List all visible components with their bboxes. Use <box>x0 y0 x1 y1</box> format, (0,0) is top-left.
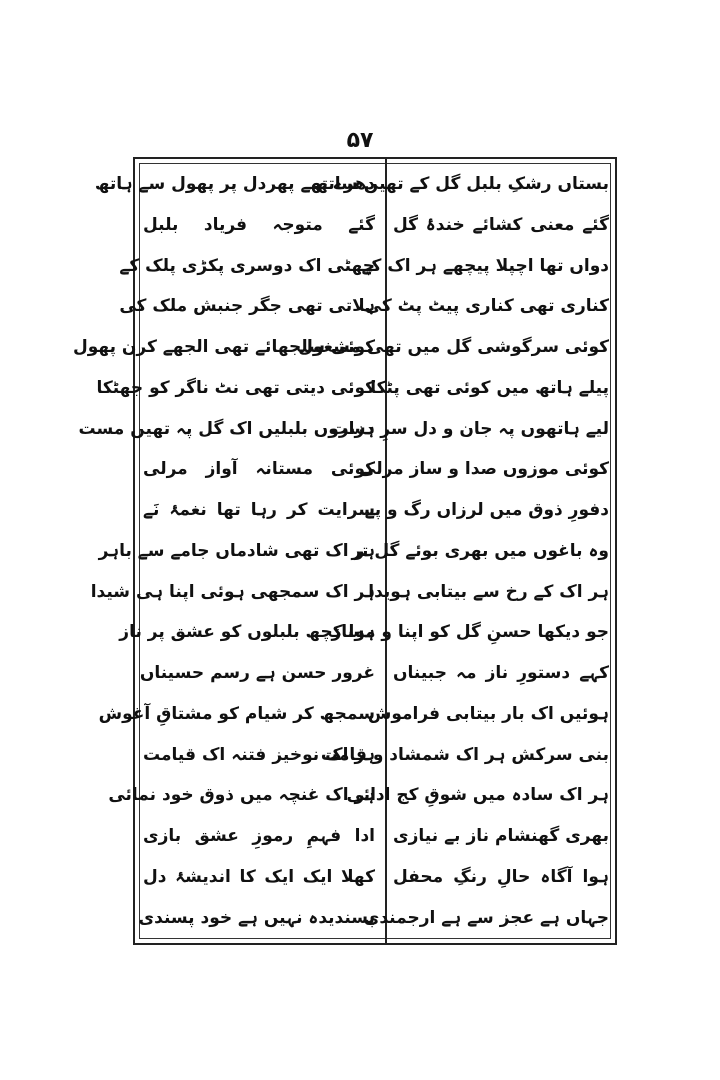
verse-line: کہے دستورِ ناز مہ جبیناں <box>393 663 609 684</box>
verse-line: کھلا ایک ایک کا اندیشۂ دل <box>143 867 375 888</box>
right-column <box>298 167 609 935</box>
verse-line: ہوا کچھ بلبلوں کو عشق پر ناز <box>119 622 375 643</box>
verse-line: پسندیدہ نہیں ہے خود پسندی <box>138 907 375 928</box>
verse-line: ہوئیں اک بار بیتابی فراموش <box>367 703 609 724</box>
verse-line: دواں تھا اچپلا پیچھے ہر اک کے <box>361 255 609 276</box>
verse-line: ہزاروں بلبلیں اک گل پہ تھیں مست <box>78 418 375 439</box>
verse-line: کناری تھی کناری پیٹ پٹ کی <box>364 296 609 317</box>
verse-line: دفورِ ذوق میں لرزاں رگ و پے <box>364 500 609 521</box>
verse-line: بھری گھنشام ناز بے نیازی <box>393 826 609 847</box>
verse-line: غرور حسن ہے رسم حسیناں <box>139 663 375 684</box>
verse-line: ہوا آگاہ حالِ رنگِ محفل <box>393 867 609 888</box>
verse-line: ہر اک سمجھی ہوئی اپنا ہی شیدا <box>90 581 375 602</box>
verse-line: چھٹی اک دوسری پکڑی پلک کے <box>119 255 375 276</box>
text-frame <box>72 157 617 945</box>
verse-line: بستاں رشکِ بلبل گل کے تھیں ساتھ <box>313 174 609 194</box>
verse-line: لیے ہاتھوں پہ جان و دل سرِ دست <box>330 418 609 439</box>
verse-line: سرایت کر رہا تھا نغمۂ نَے <box>143 500 375 521</box>
verse-line: سمجھ کر شیام کو مشتاقِ آغوش <box>98 703 375 724</box>
verse-line: ادا فہمِ رموزِ عشق بازی <box>143 826 375 847</box>
page-number: ۵۷ <box>346 128 374 153</box>
verse-line: کوئی مستانہ آواز مرلی <box>143 459 375 480</box>
left-column <box>72 167 375 935</box>
verse-line: کوئی سرگوشی گل میں تھی مشغول <box>298 337 609 358</box>
verse-line: ہر اک سادہ میں شوقِ کج ادائی <box>346 785 609 806</box>
verse-line: ہر اک تھی شادماں جامے سے باہر <box>98 540 375 561</box>
verse-line: گئے معنی کشائے خندۂ گل <box>393 214 609 235</box>
verse-line: جو دیکھا حسنِ گل کو اپنا و مساز <box>331 622 609 643</box>
verse-line: ہلاتی تھی جگر جنبش ملک کی <box>119 296 375 317</box>
verse-line: جہاں ہے عجز سے ہے ارجمندی <box>363 907 609 928</box>
verse-line: کوئی سلجھائے تھی الجھے کرن پھول <box>72 337 375 358</box>
verse-line: ہر اک غنچہ میں ذوق خود نمائی <box>108 785 375 806</box>
verse-line: وہ باغوں میں بھری بوئے گل تر <box>351 540 609 561</box>
verse-line: گئے متوجہ فریاد بلبل <box>143 214 375 235</box>
verse-line: پیلے ہاتھ میں کوئی تھی پٹکا <box>370 377 609 398</box>
verse-line: ہر اک نوخیز فتنہ اک قیامت <box>143 744 375 765</box>
verse-line: کوئی موزوں صدا و ساز مرلی <box>359 459 609 480</box>
verse-line: کوئی دیتی تھی نٹ ناگر کو جھٹکا <box>96 377 375 398</box>
verse-line: ہر اک کے رخ سے بیتابی ہویدا <box>368 581 609 602</box>
verse-line: بنی سرکش ہر اک شمشاد و قامت <box>320 744 609 765</box>
verse-line: دھرے تھے پھردل پر پھول سے ہاتھ <box>94 174 375 194</box>
